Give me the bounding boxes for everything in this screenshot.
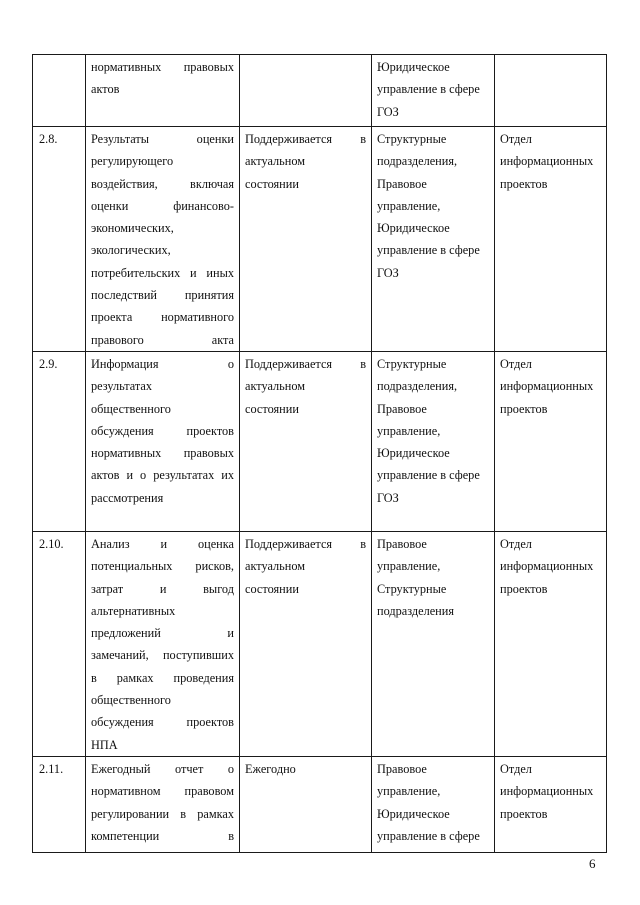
cell-line: рассмотрения (91, 490, 164, 505)
description-cell (86, 756, 240, 852)
table-body (33, 55, 607, 853)
executor-cell (495, 55, 607, 127)
cell-line: Анализ и оценка (91, 536, 234, 551)
cell-line: Юридическое (377, 221, 450, 236)
status-cell (240, 127, 372, 352)
table-row (33, 351, 607, 531)
cell-line: ГОЗ (377, 104, 399, 119)
cell-line: состоянии (245, 401, 299, 416)
executor-cell (495, 756, 607, 852)
cell-line: Отдел (500, 132, 532, 146)
cell-text: 2.8. (39, 132, 58, 146)
cell-line: подразделения, (377, 379, 458, 394)
cell-line: информационных (500, 784, 594, 799)
status-cell (240, 531, 372, 756)
responsible-cell (372, 756, 495, 852)
executor-cell (495, 531, 607, 756)
cell-line: НПА (91, 737, 118, 752)
cell-line: управление в сфере (377, 243, 480, 258)
cell-line: Информация о (91, 356, 234, 371)
cell-line: обсуждения проектов (91, 715, 234, 730)
cell-line: Ежегодный отчет о (91, 761, 234, 776)
cell-text: 2.10. (39, 536, 64, 551)
cell-line: проектов (500, 176, 548, 191)
cell-line: Поддерживается в (245, 536, 366, 551)
cell-line: обсуждения проектов (91, 423, 234, 438)
cell-line: потребительских и иных (91, 265, 234, 280)
cell-line: проектов (500, 581, 548, 596)
cell-line: альтернативных (91, 603, 176, 618)
cell-line: информационных (500, 154, 594, 169)
item-number-cell (33, 127, 86, 352)
cell-line: ГОЗ (377, 490, 399, 505)
cell-line: состоянии (245, 581, 299, 596)
cell-line: информационных (500, 379, 594, 394)
cell-line: Отдел (500, 356, 532, 371)
cell-line: управление, (377, 198, 441, 213)
cell-line: Отдел (500, 761, 532, 776)
cell-line: нормативном правовом (91, 784, 234, 799)
cell-line: общественного (91, 401, 171, 416)
cell-line: регулировании в рамках (91, 806, 234, 821)
cell-line: компетенции в (91, 828, 234, 843)
cell-line: Структурные (377, 356, 447, 371)
cell-line: Правовое (377, 176, 427, 191)
document-table (32, 54, 607, 853)
cell-line: общественного (91, 693, 171, 708)
item-number-cell (33, 351, 86, 531)
cell-line: актов и о результатах их (91, 468, 234, 483)
description-cell (86, 55, 240, 127)
cell-line: результатах (91, 379, 153, 394)
cell-line: нормативных правовых (91, 446, 234, 461)
cell-line: состоянии (245, 176, 299, 191)
cell-line: Правовое (377, 536, 427, 551)
cell-line: Поддерживается в (245, 356, 366, 371)
cell-line: ГОЗ (377, 265, 399, 280)
status-cell (240, 756, 372, 852)
cell-line: информационных (500, 559, 594, 574)
table-row (33, 756, 607, 852)
cell-line: подразделения (377, 603, 454, 618)
cell-line: Правовое (377, 401, 427, 416)
description-cell (86, 351, 240, 531)
status-cell (240, 351, 372, 531)
executor-cell (495, 351, 607, 531)
cell-line: актуальном (245, 154, 306, 169)
cell-line: экологических, (91, 243, 171, 258)
cell-line: подразделения, (377, 154, 458, 169)
item-number-cell (33, 55, 86, 127)
responsible-cell (372, 127, 495, 352)
description-cell (86, 531, 240, 756)
cell-line: воздействия, включая (91, 176, 234, 191)
cell-line: проектов (500, 401, 548, 416)
cell-line: Поддерживается в (245, 132, 366, 146)
cell-line: нормативных правовых (91, 60, 234, 74)
responsible-cell (372, 351, 495, 531)
table-row (33, 55, 607, 127)
cell-line: управление в сфере (377, 828, 480, 843)
cell-line: замечаний, поступивших (91, 648, 234, 663)
cell-line: в рамках проведения (91, 670, 234, 685)
cell-text: 2.11. (39, 761, 64, 776)
cell-line: Юридическое (377, 60, 450, 74)
cell-line: проектов (500, 806, 548, 821)
cell-text: 2.9. (39, 356, 58, 371)
cell-line: затрат и выгод (91, 581, 234, 596)
executor-cell (495, 127, 607, 352)
cell-line: управление, (377, 559, 441, 574)
cell-line: Юридическое (377, 806, 450, 821)
cell-line: Отдел (500, 536, 532, 551)
responsible-cell (372, 531, 495, 756)
cell-line: актуальном (245, 379, 306, 394)
cell-line: последствий принятия (91, 288, 234, 303)
cell-line: управление, (377, 423, 441, 438)
item-number-cell (33, 756, 86, 852)
description-cell (86, 127, 240, 352)
cell-line: Ежегодно (245, 761, 296, 776)
cell-line: управление в сфере (377, 468, 480, 483)
cell-line: экономических, (91, 221, 174, 236)
cell-line: актуальном (245, 559, 306, 574)
cell-line: управление, (377, 784, 441, 799)
cell-line: оценки финансово- (91, 198, 234, 213)
cell-line: Правовое (377, 761, 427, 776)
cell-line: Структурные (377, 132, 447, 146)
item-number-cell (33, 531, 86, 756)
cell-line: Юридическое (377, 446, 450, 461)
cell-line: актов (91, 82, 120, 97)
cell-line: потенциальных рисков, (91, 559, 234, 574)
cell-line: управление в сфере (377, 82, 480, 97)
responsible-cell (372, 55, 495, 127)
cell-line: проекта нормативного (91, 310, 234, 325)
page-number: 6 (589, 856, 596, 871)
cell-line: правового акта (91, 332, 234, 347)
cell-line: предложений и (91, 626, 234, 641)
cell-line: Структурные (377, 581, 447, 596)
status-cell (240, 55, 372, 127)
table-row (33, 127, 607, 352)
cell-line: Результаты оценки (91, 132, 234, 146)
table-row (33, 531, 607, 756)
cell-line: регулирующего (91, 154, 174, 169)
